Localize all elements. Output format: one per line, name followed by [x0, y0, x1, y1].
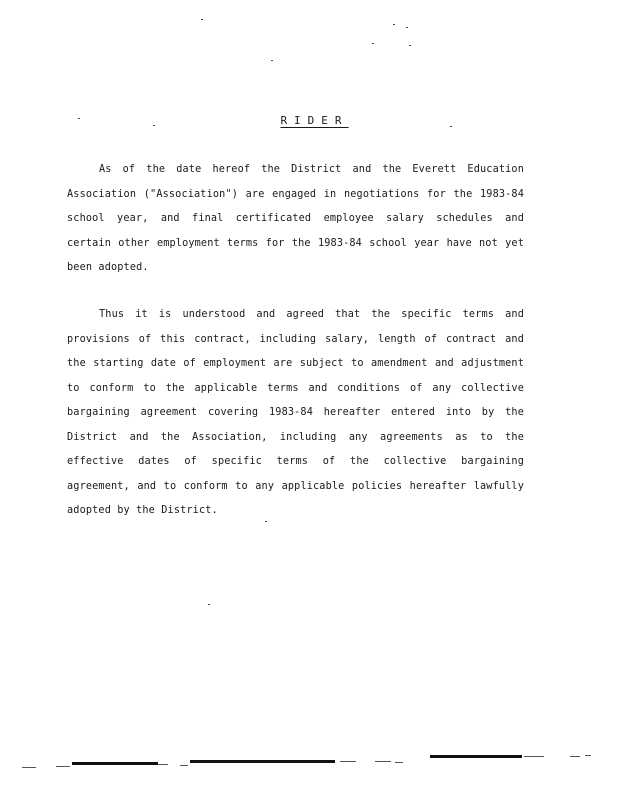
scan-edge-bar	[430, 755, 522, 758]
scan-speck	[450, 126, 452, 127]
scan-speck	[78, 118, 80, 119]
scan-edge-line	[570, 756, 580, 757]
scan-edge-line	[22, 767, 36, 768]
scan-speck	[372, 43, 374, 44]
scan-edge-bar	[190, 760, 335, 763]
page-title: RIDER	[280, 114, 349, 127]
scan-speck	[409, 45, 411, 46]
scan-edge-line	[375, 761, 391, 762]
paragraph-negotiations: As of the date hereof the District and the Everett Education Association ("Association") are engaged in negotiations for the 1983-84 school year, and final certificated employee salary schedules and certain other employment terms for the 1983-84 school year have not yet been adopted.	[67, 164, 524, 273]
scan-edge-line	[395, 762, 403, 763]
scan-speck	[153, 125, 155, 126]
scan-speck	[201, 19, 203, 20]
paragraph-terms-subject-to-amendment: Thus it is understood and agreed that the specific terms and provisions of this contract, including salary, length of contract and the starting date of employment are subject to amendment and adjustment to conform to the applicable terms and conditions of any collective bargaining agreement covering 1983-84 hereafter entered into by the District and the Association, including any agreements as to the effective dates of specific terms of the collective bargaining agreement, and to conform to any applicable policies hereafter lawfully adopted by the District.	[67, 309, 524, 516]
scan-speck	[393, 24, 395, 25]
scan-edge-line	[585, 755, 591, 756]
scan-edge-line	[524, 756, 544, 757]
scan-edge-bar	[72, 762, 158, 765]
scan-edge-line	[158, 764, 168, 765]
scan-speck	[265, 521, 267, 522]
scan-edge-line	[180, 765, 188, 766]
scan-edge-line	[56, 766, 70, 767]
scan-speck	[406, 27, 408, 28]
scan-speck	[271, 60, 273, 61]
scan-edge-line	[340, 761, 356, 762]
scan-speck	[208, 604, 210, 605]
